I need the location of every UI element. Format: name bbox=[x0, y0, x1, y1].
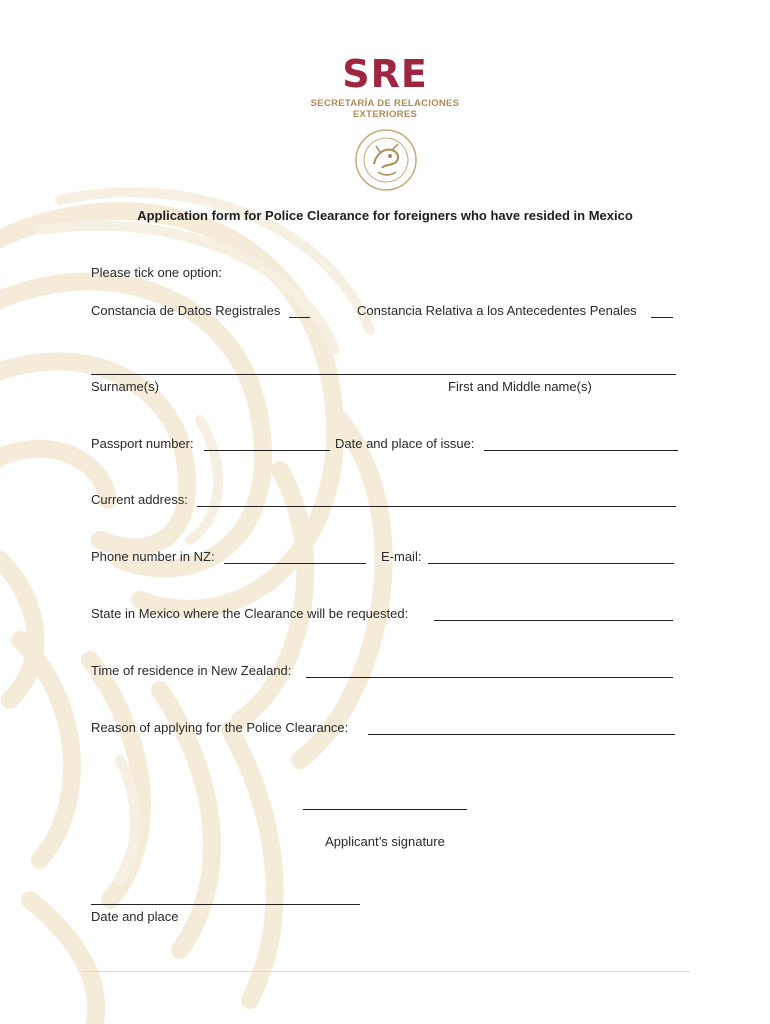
address-field[interactable] bbox=[197, 506, 676, 507]
form-title: Application form for Police Clearance for foreigners who have resided in Mexico bbox=[137, 208, 633, 223]
tick-prompt: Please tick one option: bbox=[91, 265, 222, 280]
sre-logo: SRE bbox=[342, 52, 428, 96]
passport-field[interactable] bbox=[204, 450, 330, 451]
state-field[interactable] bbox=[434, 620, 673, 621]
date-place-label: Date and place bbox=[91, 909, 179, 924]
surname-label: Surname(s) bbox=[91, 379, 159, 394]
residence-label: Time of residence in New Zealand: bbox=[91, 663, 292, 678]
email-label: E-mail: bbox=[381, 549, 422, 564]
name-field-line[interactable] bbox=[91, 374, 676, 375]
phone-field[interactable] bbox=[224, 563, 366, 564]
footer-divider bbox=[82, 971, 690, 972]
reason-label: Reason of applying for the Police Clearance: bbox=[91, 720, 349, 735]
issue-label: Date and place of issue: bbox=[335, 436, 475, 451]
phone-label: Phone number in NZ: bbox=[91, 549, 215, 564]
option-datos-registrales-label: Constancia de Datos Registrales bbox=[91, 303, 281, 318]
issue-field[interactable] bbox=[484, 450, 678, 451]
option-datos-registrales-tick[interactable] bbox=[289, 317, 310, 318]
option-antecedentes-penales-tick[interactable] bbox=[651, 317, 673, 318]
address-label: Current address: bbox=[91, 492, 188, 507]
reason-field[interactable] bbox=[368, 734, 675, 735]
passport-label: Passport number: bbox=[91, 436, 194, 451]
date-place-field[interactable] bbox=[91, 904, 360, 905]
signature-field[interactable] bbox=[303, 809, 467, 810]
option-antecedentes-penales-label: Constancia Relativa a los Antecedentes Penales bbox=[357, 303, 637, 318]
email-field[interactable] bbox=[428, 563, 674, 564]
first-middle-name-label: First and Middle name(s) bbox=[448, 379, 592, 394]
residence-field[interactable] bbox=[306, 677, 673, 678]
logo-subtitle-line1: SECRETARÍA DE RELACIONES bbox=[310, 98, 460, 109]
mexican-coat-of-arms-seal-icon bbox=[354, 128, 418, 192]
logo-subtitle-line2: EXTERIORES bbox=[352, 109, 418, 120]
state-label: State in Mexico where the Clearance will be requested: bbox=[91, 606, 409, 621]
signature-label: Applicant’s signature bbox=[325, 834, 445, 849]
